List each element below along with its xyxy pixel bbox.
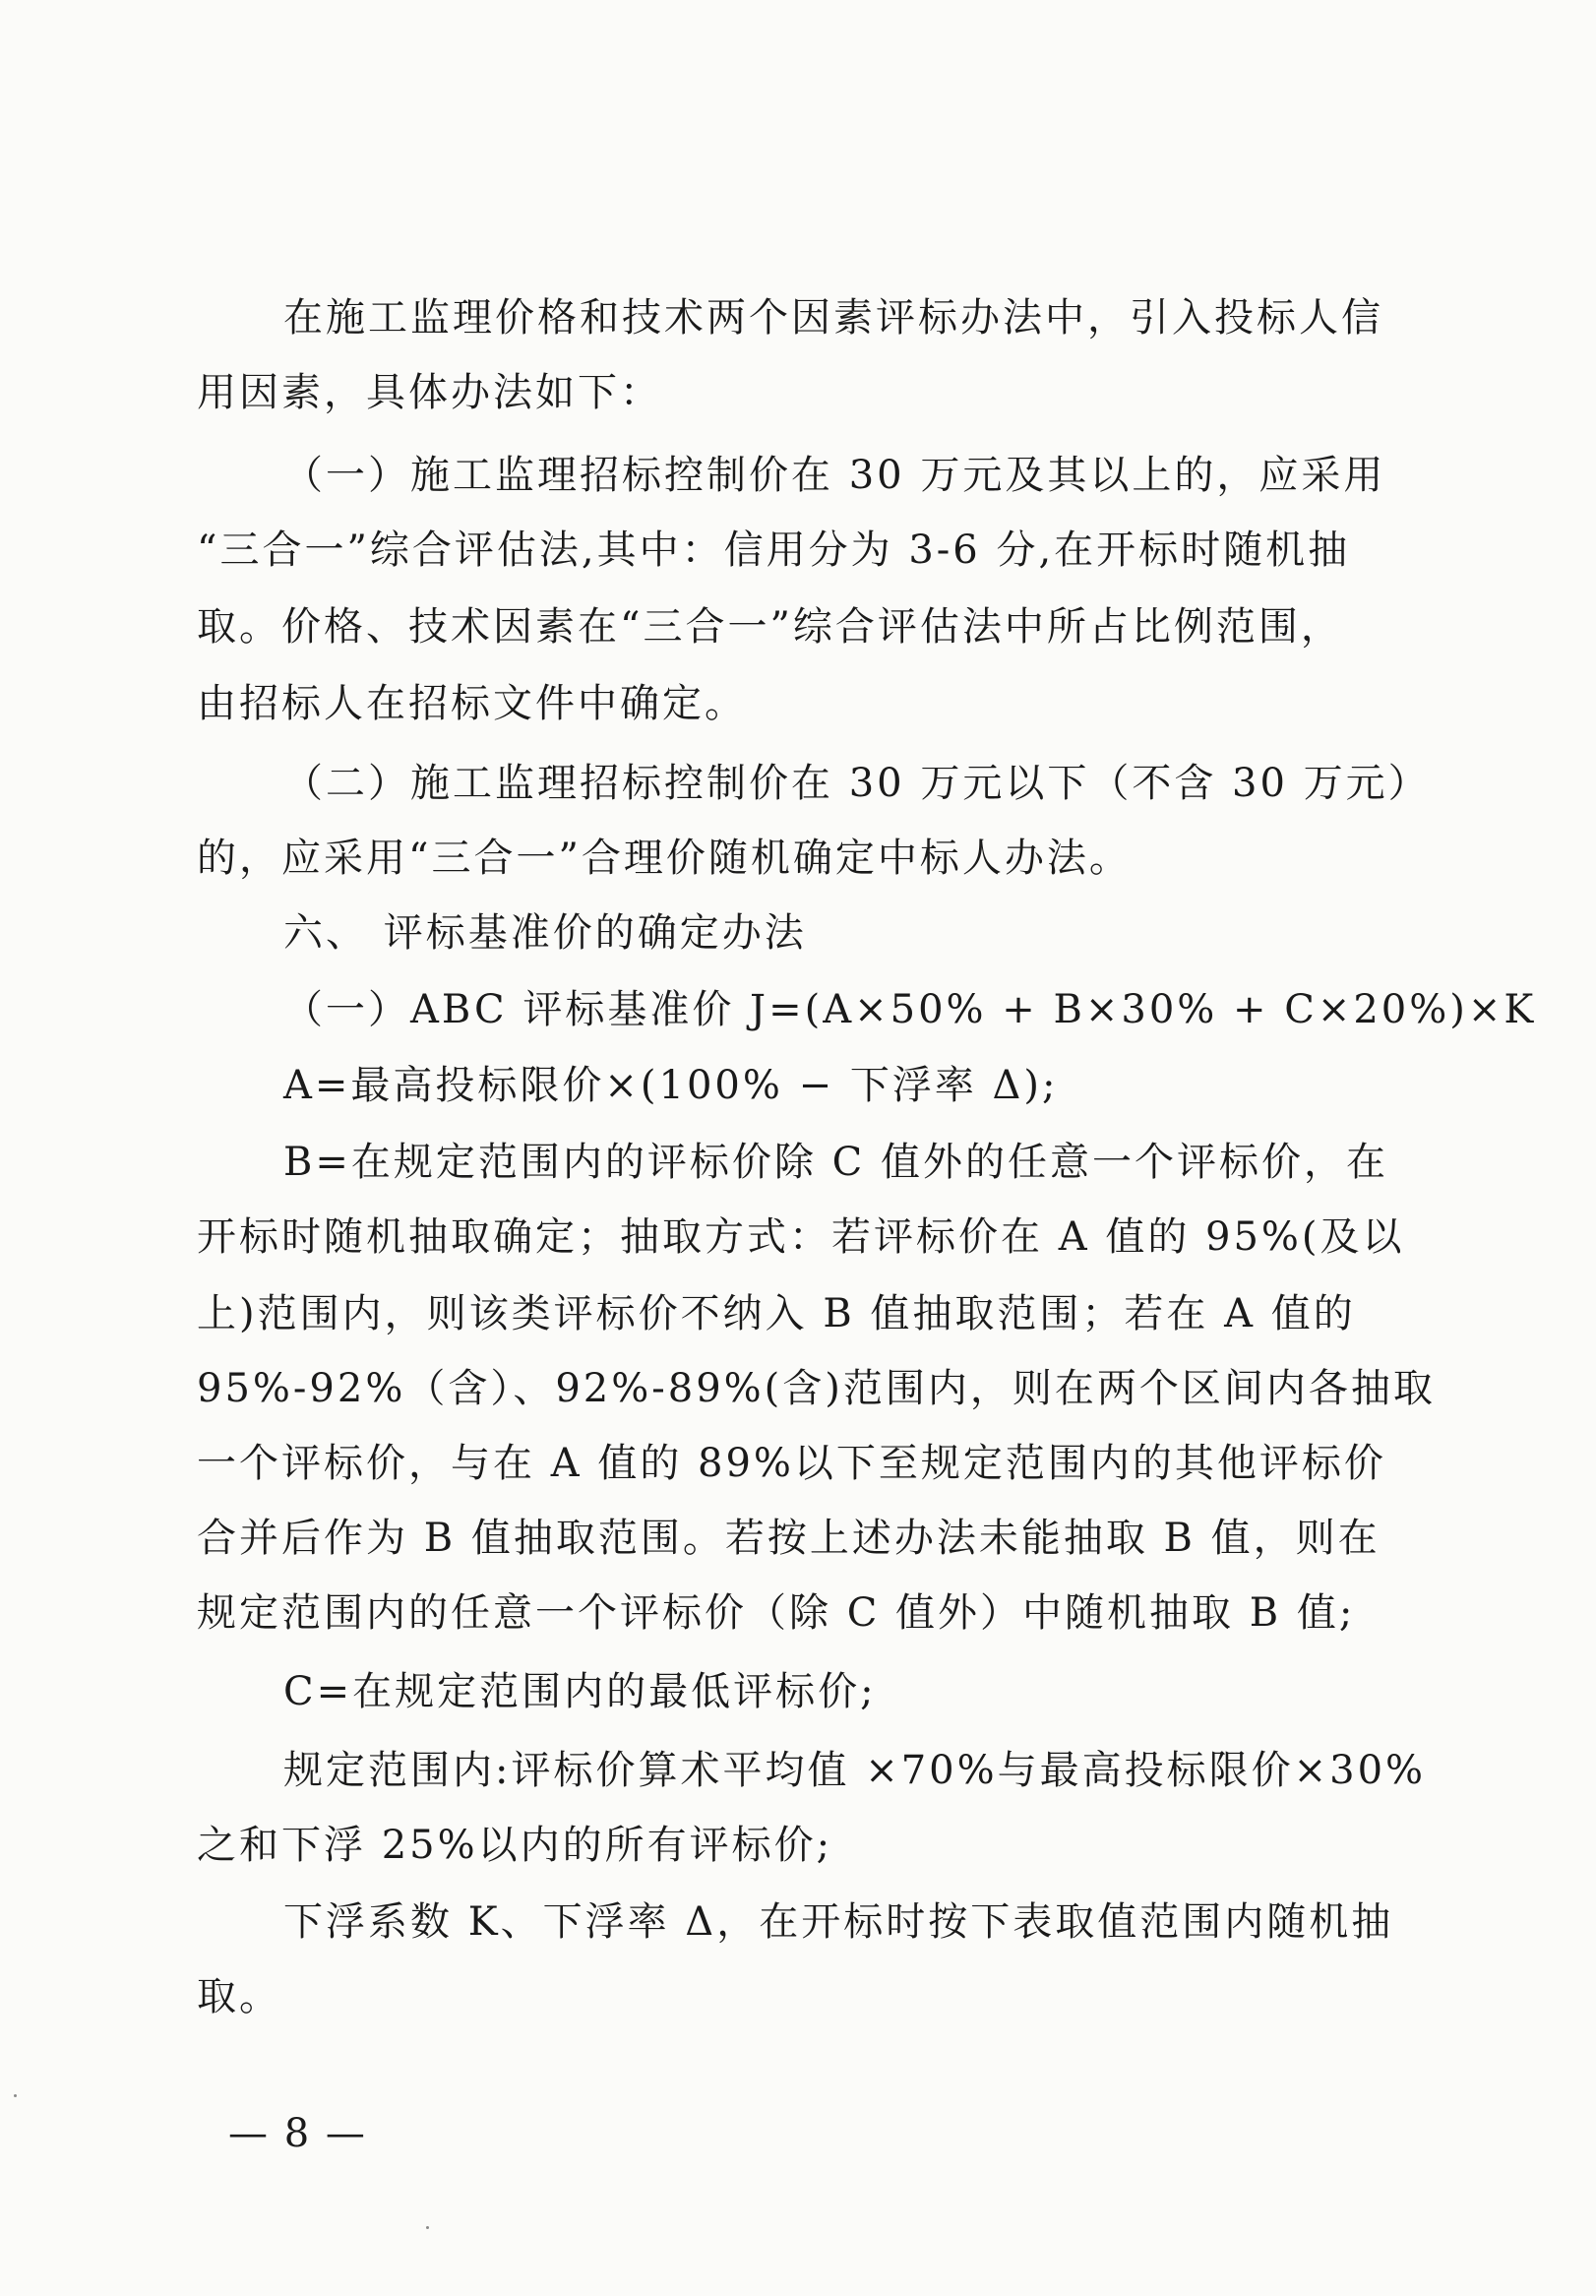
section-heading: 六、 评标基准价的确定办法 (283, 910, 807, 956)
scan-speck (426, 2226, 429, 2229)
definition-b-line-5: 一个评标价，与在 A 值的 89%以下至规定范围内的其他评标价 (197, 1441, 1386, 1486)
definition-b-line-3: 上)范围内，则该类评标价不纳入 B 值抽取范围；若在 A 值的 (197, 1291, 1356, 1336)
definition-b-line-2: 开标时随机抽取确定；抽取方式：若评标价在 A 值的 95%(及以 (197, 1214, 1405, 1260)
paragraph-line-1: 在施工监理价格和技术两个因素评标办法中，引入投标人信 (283, 295, 1383, 341)
scan-speck (14, 2094, 17, 2097)
paragraph-line-4: “三合一”综合评估法,其中：信用分为 3-6 分,在开标时随机抽 (197, 527, 1351, 573)
definition-b-line-4: 95%-92%（含）、92%-89%(含)范围内，则在两个区间内各抽取 (197, 1366, 1436, 1411)
formula-line: （一）ABC 评标基准价 J=(A×50% + B×30% + C×20%)×K (283, 987, 1537, 1032)
definition-c: C=在规定范围内的最低评标价; (283, 1669, 877, 1714)
paragraph-line-7: （二）施工监理招标控制价在 30 万元以下（不含 30 万元） (283, 761, 1431, 806)
paragraph-line-8: 的，应采用“三合一”合理价随机确定中标人办法。 (197, 836, 1132, 881)
definition-b-line-1: B=在规定范围内的评标价除 C 值外的任意一个评标价，在 (283, 1140, 1388, 1185)
paragraph-line-6: 由招标人在招标文件中确定。 (197, 681, 747, 726)
definition-b-line-7: 规定范围内的任意一个评标价（除 C 值外）中随机抽取 B 值; (197, 1590, 1356, 1636)
definition-a: A=最高投标限价×(100% − 下浮率 Δ); (283, 1063, 1059, 1108)
paragraph-line-2: 用因素，具体办法如下： (197, 370, 662, 415)
page-number: — 8 — (228, 2111, 367, 2156)
coefficient-line-1: 下浮系数 K、下浮率 Δ，在开标时按下表取值范围内随机抽 (283, 1899, 1394, 1945)
paragraph-line-5: 取。价格、技术因素在“三合一”综合评估法中所占比例范围， (197, 604, 1343, 650)
range-definition-line-2: 之和下浮 25%以内的所有评标价; (197, 1823, 833, 1868)
range-definition-line-1: 规定范围内:评标价算术平均值 ×70%与最高投标限价×30% (283, 1748, 1427, 1793)
coefficient-line-2: 取。 (197, 1974, 281, 2019)
definition-b-line-6: 合并后作为 B 值抽取范围。若按上述办法未能抽取 B 值，则在 (197, 1516, 1381, 1561)
paragraph-line-3: （一）施工监理招标控制价在 30 万元及其以上的，应采用 (283, 453, 1386, 498)
